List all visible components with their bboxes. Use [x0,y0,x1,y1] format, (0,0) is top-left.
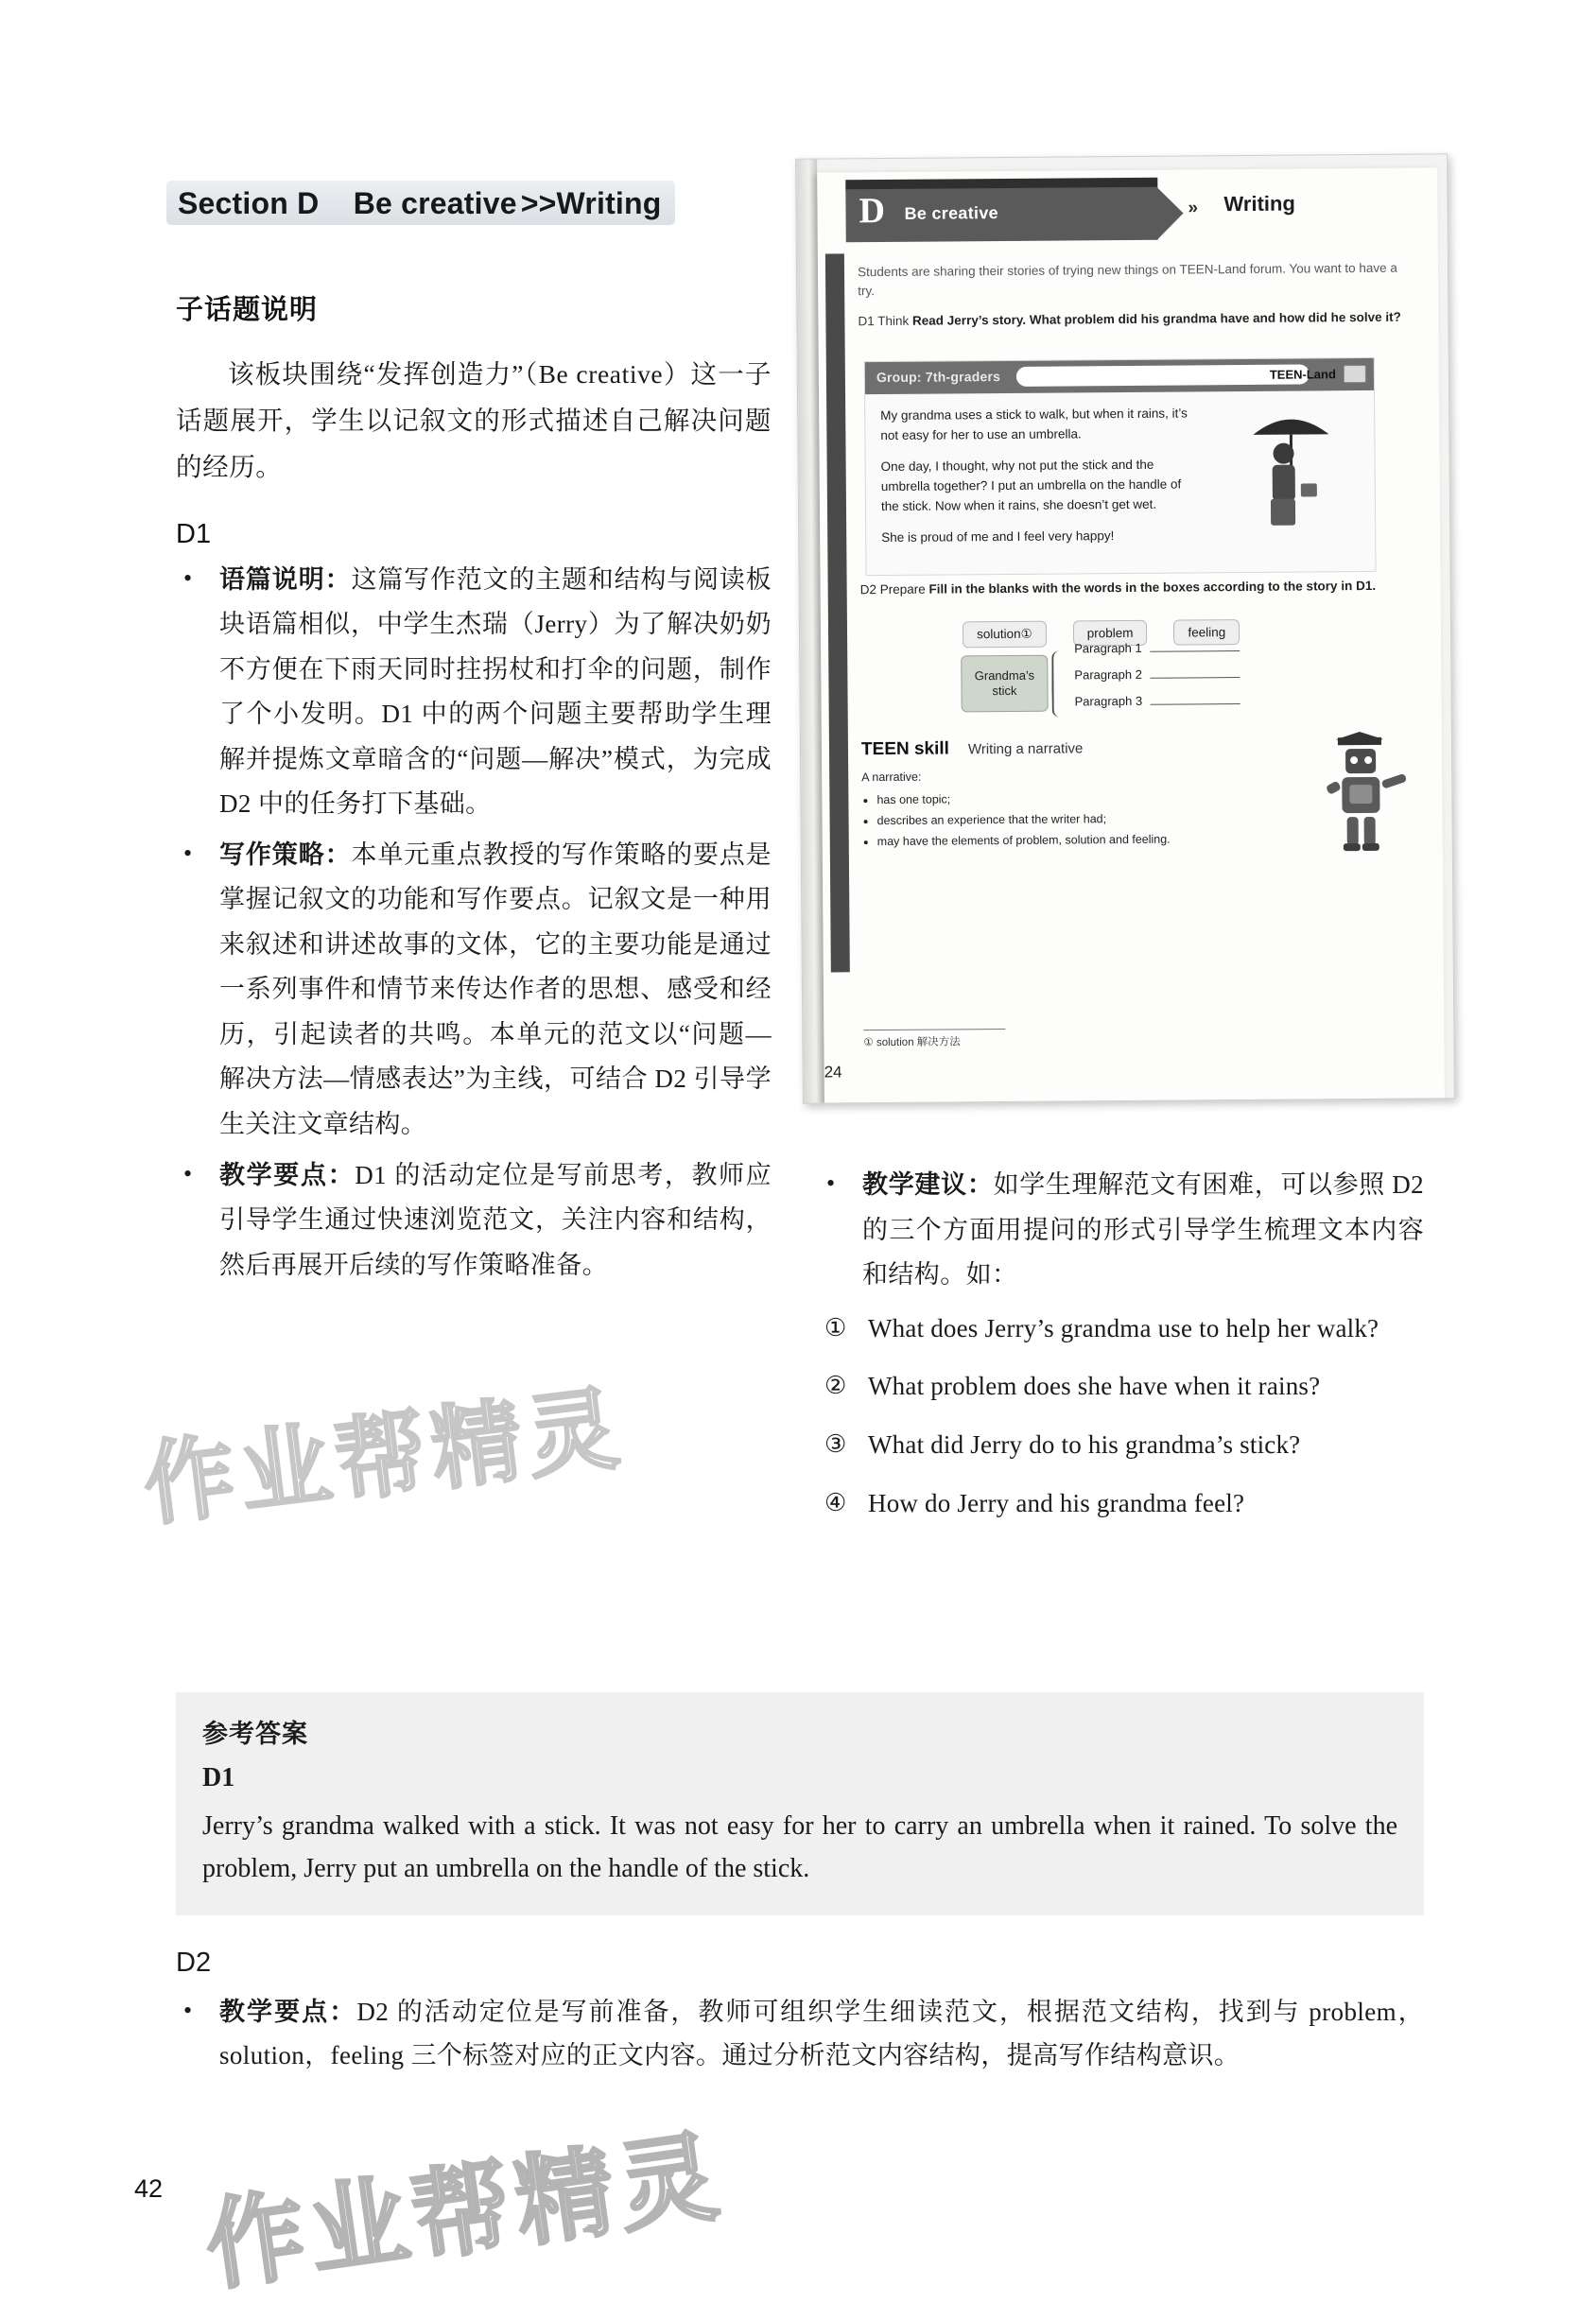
section-subtitle: >>Writing [520,186,662,220]
bullet-text: D1 的活动定位是写前思考，教师应引导学生通过快速浏览范文，关注内容和结构，然后再展开后续的写作策略准备。 [219,1160,772,1279]
d2-prompt: Fill in the blanks with the words in the boxes according to the story in D1. [928,578,1377,597]
bullet-text: 如学生理解范文有困难，可以参照 D2 的三个方面用提问的形式引导学生梳理文本内容和结构。如： [862,1170,1425,1290]
question-number: ③ [824,1430,847,1459]
d1-label: D1 [176,518,212,549]
list-item [176,1990,1424,2078]
question-text: How do Jerry and his grandma feel? [868,1489,1245,1518]
teen-skill-title: TEEN skill [860,738,949,760]
list-item [819,1424,1424,1467]
d2-verb: Prepare [879,581,926,597]
forum-paragraph: She is proud of me and I feel very happy! [881,528,1115,545]
d2-num: D2 [859,582,876,597]
list-item [819,1163,1424,1298]
question-number: ② [824,1372,847,1400]
list-item [819,1482,1424,1526]
list-item [1075,693,1240,708]
grandma-stick-box: Grandma’s stick [961,655,1048,713]
guiding-questions [819,1307,1424,1527]
bullet-lead: 语篇说明： [219,564,352,594]
paragraph-blank-list [1074,640,1240,720]
forum-paragraph: One day, I thought, why not put the stick and the umbrella together? I put an umbrella on the handle of the stick. Now when it rains, she doesn’t get wet. [880,457,1182,513]
list-item [819,1365,1424,1409]
d1-verb: Think [877,313,910,329]
answer-box-subtitle: D1 [202,1763,235,1792]
book-d2-instruction [860,577,1418,599]
right-column [819,1163,1424,1541]
d2-bullet-list [176,1990,1424,2078]
list-item [176,833,772,1148]
list-item: • may have the elements of problem, solution and feeling. [877,829,1240,851]
section-header [178,175,783,221]
word-box-solution[interactable]: solution① [963,621,1047,649]
d1-bullet-list [176,558,772,1288]
reference-answer-box [176,1692,1424,1915]
question-text: What does Jerry’s grandma use to help her walk? [868,1313,1379,1342]
list-item [176,1153,772,1289]
d1-prompt: Read Jerry’s story. What problem did his grandma have and how did he solve it? [911,309,1401,328]
blank-line[interactable] [1150,640,1240,652]
teaching-advice-list [819,1163,1424,1298]
section-title: Section D Be creative [178,186,517,220]
bullet-lead: 教学要点： [219,1160,356,1189]
banner-letter: D [859,190,886,232]
page-left-bar [825,253,850,972]
book-intro-text: Students are sharing their stories of trying new things on TEEN-Land forum. You want to have a try. [857,260,1397,299]
left-column [176,288,772,1293]
bullet-lead: 写作策略： [219,840,352,869]
list-item: • has one topic; [876,788,1240,809]
list-item [176,558,772,827]
section-header-line2 [521,186,662,221]
list-item [1074,640,1240,655]
blank-line[interactable] [1150,667,1240,679]
answer-box-title: 参考答案 [202,1720,308,1748]
forum-search-input[interactable] [1016,364,1310,386]
forum-paragraph: My grandma uses a stick to walk, but when it rains, it’s not easy for her to use an umbrella. [880,406,1188,442]
book-d1-instruction [858,308,1415,331]
grandma-umbrella-illustration [1224,400,1358,543]
paragraph-label: Paragraph 2 [1074,667,1143,683]
paragraph-label: Paragraph 1 [1074,640,1142,656]
robot-mascot-icon [1304,732,1418,860]
teen-skill-list [861,788,1240,851]
footnote-rule [863,1029,1005,1030]
bullet-text: 本单元重点教授的写作策略的要点是掌握记叙文的功能和写作要点。记叙文是一种用来叙述和讲述故事的文体，它的主要功能是通过一系列事件和情节来传达作者的思想、感受和经历，引起读者的共鸣。本单元的范文以“问题—解决方法—情感表达”为主线，可结合 D2 引导学生关注文章结构。 [219,840,772,1138]
page-folio: 42 [134,2174,164,2203]
banner-title: Be creative [904,203,998,223]
forum-card [864,357,1377,576]
footnote-text: ① solution 解决方法 [863,1036,961,1049]
word-box-feeling[interactable]: feeling [1173,619,1240,646]
question-text: What problem does she have when it rains? [868,1372,1321,1401]
paragraph-label: Paragraph 3 [1074,693,1143,709]
teen-skill-body [861,765,1240,851]
watermark-bottom: 作业帮精灵 [199,2121,730,2303]
question-number: ④ [824,1489,847,1517]
watermark-top: 作业帮精灵 [138,1377,630,1537]
forum-header-bar [865,358,1374,394]
d2-section [176,1948,1424,2084]
forum-group-label: Group: 7th-graders [876,369,1001,386]
question-text: What did Jerry do to his grandma’s stick? [868,1430,1301,1460]
chevron-right-icon: » [1188,198,1197,218]
d2-label: D2 [176,1948,212,1978]
book-page-number: 24 [824,1063,842,1082]
bullet-lead: 教学要点： [219,1998,357,2026]
teen-skill-intro: A narrative: [861,770,922,785]
blank-line[interactable] [1150,693,1240,705]
section-banner [845,187,1157,243]
forum-brand-label: TEEN-Land [1269,367,1336,382]
answer-box-text: Jerry’s grandma walked with a stick. It was not easy for her to carry an umbrella when it rained. To solve the problem, Jerry put an umbrella on the handle of the stick. [202,1811,1397,1884]
brace-bracket [1051,650,1067,717]
bullet-text: 这篇写作范文的主题和结构与阅读板块语篇相似，中学生杰瑞（Jerry）为了解决奶奶不方便在下雨天同时拄拐杖和打伞的问题，制作了个小发明。D1 中的两个问题主要帮助学生理解并提炼文章暗含的“问题—解决”模式，为完成 D2 中的任务打下基础。 [219,564,772,819]
list-item [1074,667,1240,682]
textbook-page-photo [795,153,1455,1103]
book-page-inner [817,167,1445,1102]
list-item [819,1307,1424,1351]
writing-label: Writing [1223,191,1295,216]
word-box-problem[interactable]: problem [1073,620,1148,647]
bullet-lead: 教学建议： [862,1170,994,1199]
section-header-line1 [178,186,517,221]
bullet-text: D2 的活动定位是写前准备，教师可组织学生细读范文，根据范文结构，找到与 problem，solution，feeling 三个标签对应的正文内容。通过分析范文内容结构，提高写作结构意识。 [219,1998,1424,2070]
list-item: • describes an experience that the writer had; [877,808,1240,830]
d1-num: D1 [858,314,875,329]
forum-logo-icon [1344,365,1366,383]
forum-post-body [865,390,1375,575]
teen-skill-subtitle: Writing a narrative [967,740,1084,758]
question-number: ① [824,1313,847,1342]
subtopic-body: 该板块围绕“发挥创造力”（Be creative）这一子话题展开，学生以记叙文的形式描述自己解决问题的经历。 [176,359,772,481]
subtopic-heading: 子话题说明 [176,295,319,325]
